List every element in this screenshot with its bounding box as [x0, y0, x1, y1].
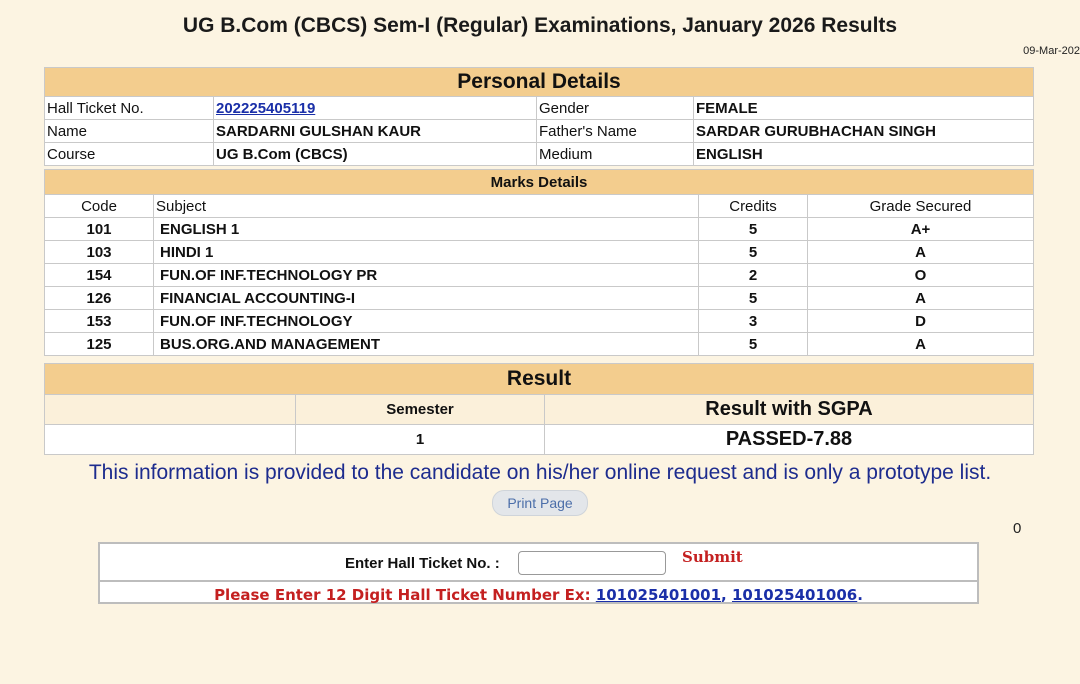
father-name-value: SARDAR GURUBHACHAN SINGH: [694, 120, 1034, 143]
row-credits: 2: [699, 264, 808, 287]
marks-details-heading: Marks Details: [45, 170, 1034, 195]
hall-ticket-label: Hall Ticket No.: [45, 97, 214, 120]
hint-prefix: Please Enter 12 Digit Hall Ticket Number Ex:: [214, 586, 596, 604]
col-semester: Semester: [296, 395, 545, 425]
result-value: PASSED-7.88: [545, 425, 1034, 455]
row-credits: 5: [699, 333, 808, 356]
row-code: 101: [45, 218, 154, 241]
hall-ticket-hint: [100, 586, 977, 604]
row-grade: A: [808, 241, 1034, 264]
table-row: [45, 218, 1034, 241]
hall-ticket-search-form: [98, 542, 979, 604]
table-row: [45, 310, 1034, 333]
row-code: 125: [45, 333, 154, 356]
row-credits: 5: [699, 287, 808, 310]
row-code: 154: [45, 264, 154, 287]
col-code: Code: [45, 195, 154, 218]
hall-ticket-input-label: Enter Hall Ticket No. :: [345, 555, 500, 572]
gender-value: FEMALE: [694, 97, 1034, 120]
result-heading: Result: [45, 364, 1034, 395]
submit-button[interactable]: Submit: [676, 547, 749, 567]
row-subject: FINANCIAL ACCOUNTING-I: [154, 287, 699, 310]
row-grade: O: [808, 264, 1034, 287]
info-text: This information is provided to the candidate on his/her online request and is only a prototype list.: [88, 461, 992, 484]
col-subject: Subject: [154, 195, 699, 218]
medium-value: ENGLISH: [694, 143, 1034, 166]
row-credits: 5: [699, 218, 808, 241]
row-credits: 5: [699, 241, 808, 264]
row-grade: A: [808, 287, 1034, 310]
hall-ticket-link[interactable]: 202225405119: [216, 99, 316, 117]
example-link-1[interactable]: 101025401001: [595, 586, 722, 604]
counter-text: 0: [1013, 520, 1022, 537]
gender-label: Gender: [537, 97, 694, 120]
course-value: UG B.Com (CBCS): [214, 143, 537, 166]
row-subject: FUN.OF INF.TECHNOLOGY: [154, 310, 699, 333]
course-label: Course: [45, 143, 214, 166]
hint-suffix: .: [857, 586, 863, 604]
row-grade: D: [808, 310, 1034, 333]
table-row: [45, 241, 1034, 264]
hall-ticket-input[interactable]: [518, 551, 666, 575]
name-label: Name: [45, 120, 214, 143]
table-row: [45, 287, 1034, 310]
print-page-button[interactable]: Print Page: [492, 490, 588, 516]
personal-details-heading: Personal Details: [45, 68, 1034, 97]
page-title: UG B.Com (CBCS) Sem-I (Regular) Examinations, January 2026 Results: [182, 14, 898, 37]
date-text: 09-Mar-202: [1023, 45, 1080, 57]
table-row: [45, 264, 1034, 287]
row-code: 126: [45, 287, 154, 310]
name-value: SARDARNI GULSHAN KAUR: [214, 120, 537, 143]
result-blank-cell: [45, 395, 296, 425]
result-blank-cell: [45, 425, 296, 455]
semester-value: 1: [296, 425, 545, 455]
row-code: 103: [45, 241, 154, 264]
row-grade: A: [808, 333, 1034, 356]
col-credits: Credits: [699, 195, 808, 218]
father-name-label: Father's Name: [537, 120, 694, 143]
row-grade: A+: [808, 218, 1034, 241]
row-subject: HINDI 1: [154, 241, 699, 264]
row-credits: 3: [699, 310, 808, 333]
example-link-2[interactable]: 101025401006: [731, 586, 858, 604]
result-table: [44, 363, 1034, 455]
personal-details-table: [44, 67, 1034, 166]
example-separator: ,: [721, 586, 727, 604]
table-row: [45, 333, 1034, 356]
col-result-sgpa: Result with SGPA: [545, 395, 1034, 425]
row-subject: ENGLISH 1: [154, 218, 699, 241]
search-row: [100, 544, 977, 582]
row-subject: FUN.OF INF.TECHNOLOGY PR: [154, 264, 699, 287]
medium-label: Medium: [537, 143, 694, 166]
row-code: 153: [45, 310, 154, 333]
col-grade: Grade Secured: [808, 195, 1034, 218]
marks-details-table: [44, 169, 1034, 356]
row-subject: BUS.ORG.AND MANAGEMENT: [154, 333, 699, 356]
